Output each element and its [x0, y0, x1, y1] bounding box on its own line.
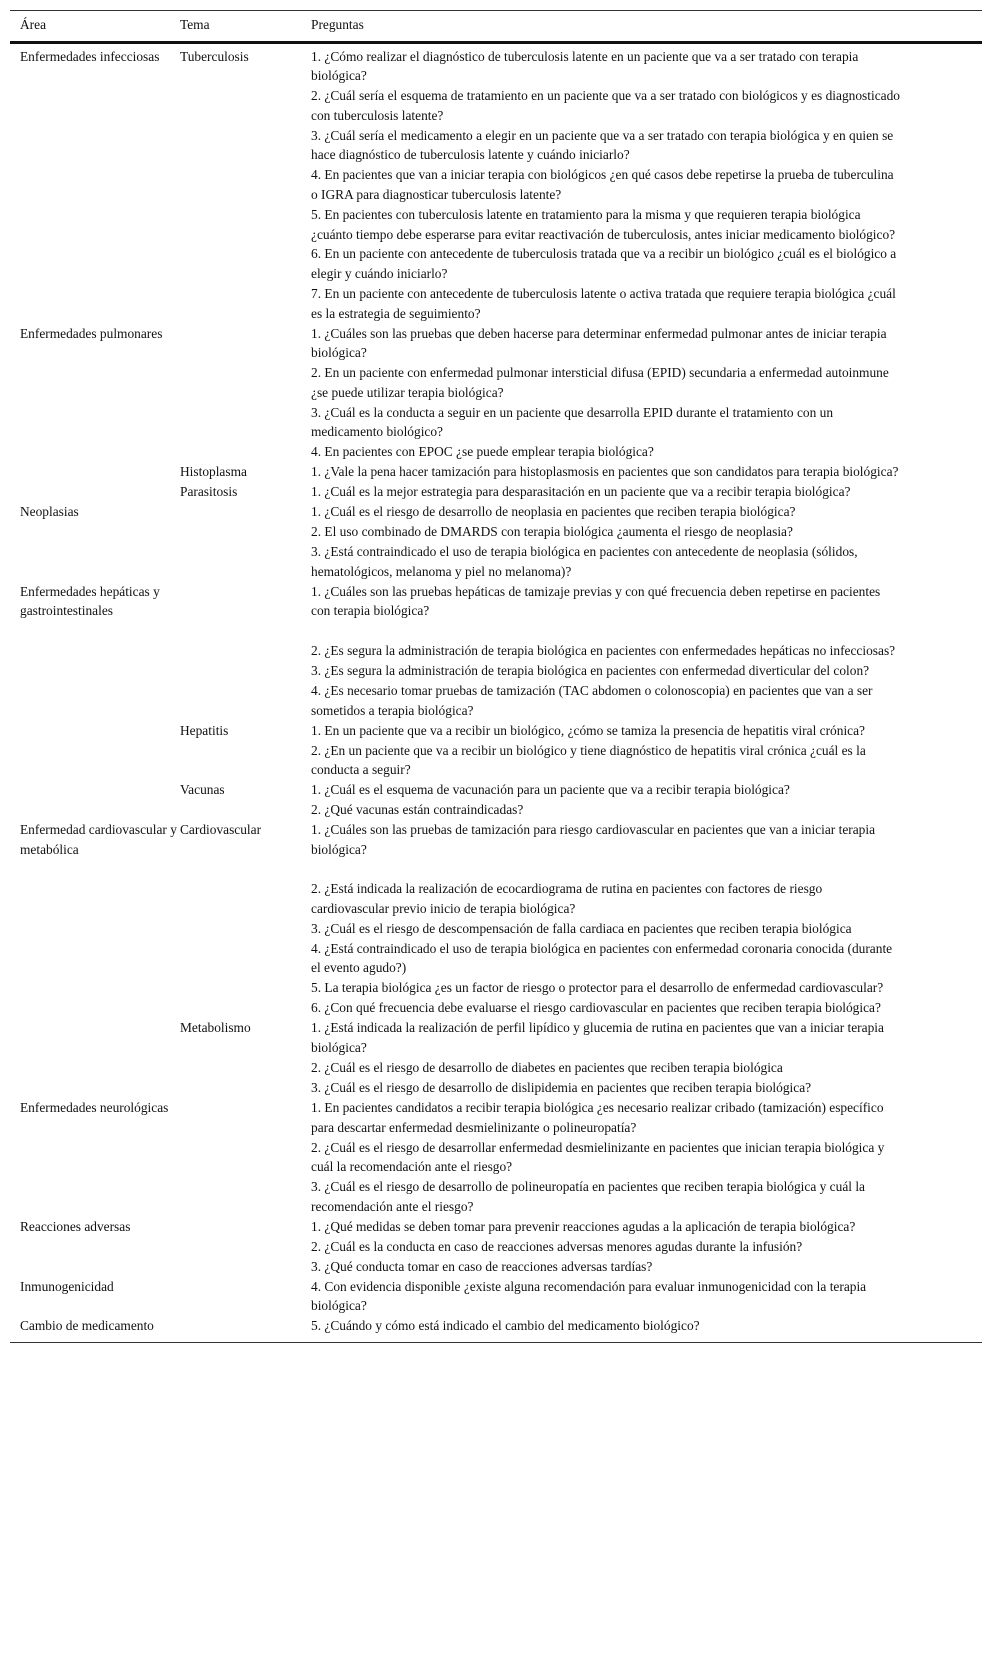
area-cell: Enfermedades infecciosas	[20, 48, 160, 64]
table-row	[10, 582, 982, 721]
tema-cell	[180, 582, 311, 721]
header-area: Área	[10, 11, 180, 43]
tema-cell	[180, 324, 311, 463]
area-cell	[10, 462, 180, 482]
question-item: 1. En pacientes candidatos a recibir terapia biológica ¿es necesario realizar cribado (tamización) específico para descartar enfermedad desmielinizante o polineuropatía?	[311, 1099, 884, 1135]
tema-cell	[180, 1217, 311, 1277]
question-item: 1. ¿Vale la pena hacer tamización para histoplasmosis en pacientes que son candidatos para terapia biológica?	[311, 464, 899, 480]
question-item: 2. ¿Qué vacunas están contraindicadas?	[311, 802, 524, 818]
tema-cell: Cardiovascular	[180, 822, 262, 838]
preguntas-cell	[311, 462, 982, 482]
table-row	[10, 1018, 982, 1098]
area-cell: Cambio de medicamento	[10, 1316, 180, 1342]
table-header-row	[10, 11, 982, 43]
tema-cell: Parasitosis	[180, 484, 238, 500]
header-tema: Tema	[180, 11, 311, 43]
question-item: 4. Con evidencia disponible ¿existe alguna recomendación para evaluar inmunogenicidad con la terapia biológica?	[311, 1278, 867, 1314]
preguntas-cell	[311, 502, 982, 582]
question-item: 1. ¿Cuál es la mejor estrategia para desparasitación en un paciente que va a recibir terapia biológica?	[311, 484, 851, 500]
preguntas-cell	[311, 582, 982, 721]
question-item: 3. ¿Cuál es el riesgo de desarrollo de polineuropatía en pacientes que reciben terapia biológica y cuál la recomendación ante el riesgo?	[311, 1179, 865, 1214]
question-item: 1. ¿Cuál es el riesgo de desarrollo de neoplasia en pacientes que reciben terapia biológica?	[311, 504, 796, 520]
tema-cell	[180, 1098, 311, 1217]
question-item: 2. ¿Cuál sería el esquema de tratamiento en un paciente que va a ser tratado con biológicos y es diagnosticado con tuberculosis latente?	[311, 88, 900, 123]
question-item: 1. En un paciente que va a recibir un biológico, ¿cómo se tamiza la presencia de hepatitis viral crónica?	[311, 722, 865, 738]
question-item: 1. ¿Cuáles son las pruebas que deben hacerse para determinar enfermedad pulmonar antes de iniciar terapia biológica?	[311, 325, 887, 361]
area-cell: Enfermedades pulmonares	[20, 325, 163, 341]
header-preguntas: Preguntas	[311, 11, 982, 43]
table-body	[10, 42, 982, 1343]
table-row	[10, 482, 982, 502]
preguntas-cell	[311, 1098, 982, 1217]
question-item: 2. ¿Cuál es la conducta en caso de reacciones adversas menores agudas durante la infusión?	[311, 1238, 803, 1254]
area-cell: Neoplasias	[20, 504, 79, 520]
question-item: 5. La terapia biológica ¿es un factor de riesgo o protector para el desarrollo de enfermedad cardiovascular?	[311, 980, 884, 996]
area-cell	[10, 482, 180, 502]
area-cell: Enfermedades hepáticas y gastrointestinales	[20, 583, 160, 619]
question-item: 4. ¿Está contraindicado el uso de terapia biológica en pacientes con enfermedad coronaria conocida (durante el evento agudo?)	[311, 940, 893, 976]
area-cell: Inmunogenicidad	[20, 1278, 114, 1294]
area-cell	[10, 721, 180, 781]
tema-cell	[180, 1316, 311, 1342]
preguntas-cell	[311, 820, 982, 1018]
question-item: 1. ¿Qué medidas se deben tomar para prevenir reacciones agudas a la aplicación de terapia biológica?	[311, 1218, 856, 1234]
preguntas-cell	[311, 42, 982, 324]
table-row	[10, 1316, 982, 1342]
question-item: 3. ¿Cuál es el riesgo de descompensación de falla cardiaca en pacientes que reciben terapia biológica	[311, 920, 852, 936]
tema-cell: Histoplasma	[180, 464, 247, 480]
question-item: 2. ¿En un paciente que va a recibir un biológico y tiene diagnóstico de hepatitis viral crónica ¿cuál es la conducta a seguir?	[311, 742, 866, 778]
question-item: 6. En un paciente con antecedente de tuberculosis tratada que va a recibir un biológico ¿cuál es el biológico a elegir y cuándo iniciarlo?	[311, 246, 897, 282]
question-item: 3. ¿Cuál es la conducta a seguir en un paciente que desarrolla EPID durante el tratamiento con un medicamento biológico?	[311, 404, 834, 440]
tema-cell	[180, 502, 311, 582]
question-item: 3. ¿Cuál es el riesgo de desarrollo de dislipidemia en pacientes que reciben terapia biológica?	[311, 1079, 812, 1095]
question-item: 2. ¿Cuál es el riesgo de desarrollar enfermedad desmielinizante en pacientes que inician terapia biológica y cuál la recomendación ante el riesgo?	[311, 1139, 885, 1175]
preguntas-cell	[311, 1217, 982, 1277]
tema-cell: Tuberculosis	[180, 48, 249, 64]
question-item: 5. ¿Cuándo y cómo está indicado el cambio del medicamento biológico?	[311, 1318, 700, 1334]
question-item: 1. ¿Está indicada la realización de perfil lipídico y glucemia de rutina en pacientes que van a iniciar terapia biológica?	[311, 1020, 884, 1055]
area-cell: Enfermedades neurológicas	[20, 1099, 169, 1115]
question-item: 2. El uso combinado de DMARDS con terapia biológica ¿aumenta el riesgo de neoplasia?	[311, 524, 793, 540]
question-item: 1. ¿Cómo realizar el diagnóstico de tuberculosis latente en un paciente que va a ser tratado con terapia biológica?	[311, 48, 859, 84]
question-item: 1. ¿Cuáles son las pruebas de tamización para riesgo cardiovascular en pacientes que van a iniciar terapia biológica?	[311, 822, 876, 857]
table-row	[10, 42, 982, 324]
table-row	[10, 324, 982, 463]
preguntas-cell	[311, 1316, 982, 1342]
area-cell	[10, 780, 180, 820]
question-item: 4. En pacientes que van a iniciar terapia con biológicos ¿en qué casos debe repetirse la prueba de tuberculina o IGRA para diagnosticar tuberculosis latente?	[311, 167, 894, 202]
table-row	[10, 502, 982, 582]
tema-cell: Vacunas	[180, 782, 225, 798]
question-item: 1. ¿Cuáles son las pruebas hepáticas de tamizaje previas y con qué frecuencia deben repetirse en pacientes con terapia biológica?	[311, 583, 881, 619]
table-row	[10, 1217, 982, 1277]
table-row	[10, 820, 982, 1018]
tema-cell: Metabolismo	[180, 1020, 251, 1036]
question-item: 3. ¿Qué conducta tomar en caso de reacciones adversas tardías?	[311, 1258, 653, 1274]
table-row	[10, 721, 982, 781]
question-item: 2. ¿Es segura la administración de terapia biológica en pacientes con enfermedades hepáticas no infecciosas?	[311, 643, 896, 659]
question-item: 3. ¿Es segura la administración de terapia biológica en pacientes con enfermedad diverticular del colon?	[311, 663, 870, 679]
preguntas-cell	[311, 1277, 982, 1317]
question-item: 3. ¿Cuál sería el medicamento a elegir en un paciente que va a ser tratado con terapia biológica y en quien se hace diagnóstico de tuberculosis latente y cuándo iniciarlo?	[311, 127, 894, 163]
question-item: 3. ¿Está contraindicado el uso de terapia biológica en pacientes con antecedente de neoplasia (sólidos, hematológicos, melanoma y piel no melanoma)?	[311, 544, 858, 579]
question-item: 7. En un paciente con antecedente de tuberculosis latente o activa tratada que requiere terapia biológica ¿cuál es la estrategia de seguimiento?	[311, 286, 896, 321]
question-item: 2. En un paciente con enfermedad pulmonar intersticial difusa (EPID) secundaria a enfermedad autoinmune ¿se puede utilizar terapia biológica?	[311, 365, 889, 400]
question-item: 6. ¿Con qué frecuencia debe evaluarse el riesgo cardiovascular en pacientes que reciben terapia biológica?	[311, 1000, 881, 1016]
area-cell	[10, 1018, 180, 1098]
tema-cell	[180, 1277, 311, 1317]
question-item: 2. ¿Cuál es el riesgo de desarrollo de diabetes en pacientes que reciben terapia biológica	[311, 1059, 783, 1075]
questions-table	[10, 10, 982, 1343]
table-row	[10, 780, 982, 820]
preguntas-cell	[311, 1018, 982, 1098]
table-row	[10, 462, 982, 482]
question-item: 1. ¿Cuál es el esquema de vacunación para un paciente que va a recibir terapia biológica?	[311, 782, 790, 798]
preguntas-cell	[311, 324, 982, 463]
table-row	[10, 1098, 982, 1217]
question-item: 4. En pacientes con EPOC ¿se puede emplear terapia biológica?	[311, 444, 654, 460]
preguntas-cell	[311, 780, 982, 820]
table-row	[10, 1277, 982, 1317]
question-item: 5. En pacientes con tuberculosis latente en tratamiento para la misma y que requieren terapia biológica ¿cuánto tiempo debe esperarse para evitar reactivación de tuberculosis, antes iniciar medicamento biológico?	[311, 206, 896, 242]
area-cell: Enfermedad cardiovascular y metabólica	[20, 822, 177, 857]
preguntas-cell	[311, 721, 982, 781]
question-item: 2. ¿Está indicada la realización de ecocardiograma de rutina en pacientes con factores de riesgo cardiovascular previo inicio de terapia biológica?	[311, 881, 823, 916]
question-item: 4. ¿Es necesario tomar pruebas de tamización (TAC abdomen o colonoscopia) en pacientes que van a ser sometidos a terapia biológica?	[311, 683, 873, 718]
tema-cell: Hepatitis	[180, 722, 229, 738]
preguntas-cell	[311, 482, 982, 502]
area-cell: Reacciones adversas	[20, 1218, 131, 1234]
